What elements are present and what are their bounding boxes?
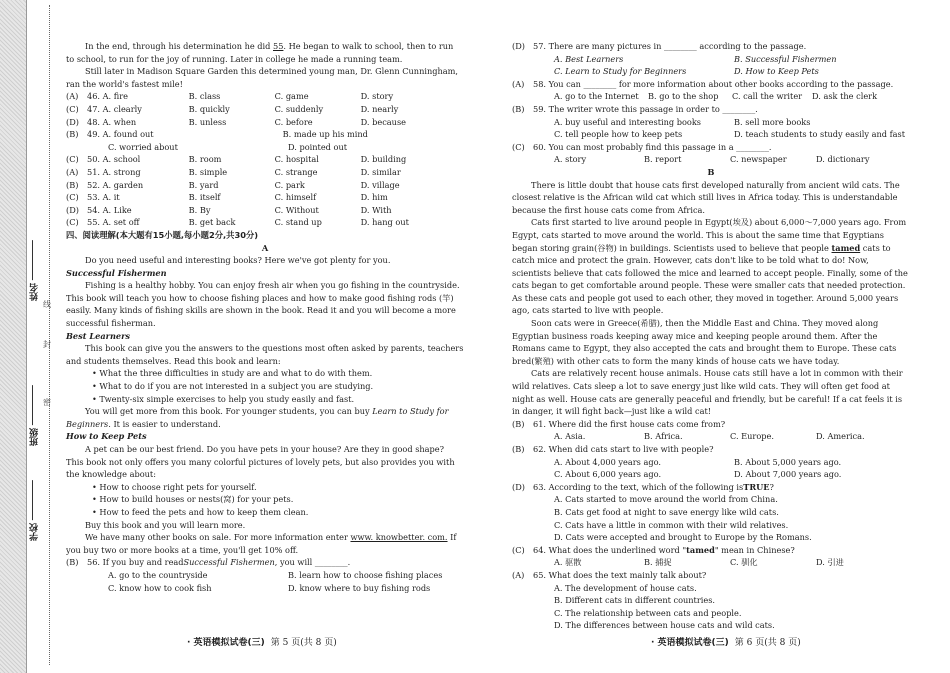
book2-title: Best Learners <box>66 330 131 341</box>
passage-b-p4: Cats are relatively recent house animals. House cats still have a lot in common with their wild relatives. Cats sleep a lot to save energy just like wild cats. They will often get food at night as well. House cats are generally peaceful and friendly, but be careful! If a cat feels it is in danger, it will fight back—just like a wild cat! <box>512 368 903 417</box>
class-field[interactable] <box>28 385 42 446</box>
question-63-opt-b: B. Cats get food at night to save energy like wild cats. <box>554 506 779 517</box>
name-field[interactable] <box>28 240 42 301</box>
cloze-q53: (C) 53 . A. it B. itself C. himself D. him <box>66 192 388 203</box>
cloze-q46: (A) 46 . A. fire B. class C. game D. story <box>66 91 394 102</box>
cloze-q49: (B) 49 . A. found out B. made up his mind <box>66 129 368 140</box>
book3-text: A pet can be our best friend. Do you have pets in your house? Are they in good shape? This book not only offers you many colorful pictures of lovely pets, but also provides you with the knowledge about: <box>66 444 455 480</box>
question-56-opts-2: C. know how to cook fish D. know where to buy fishing rods <box>108 582 431 593</box>
question-59-opts-2: C. tell people how to keep pets D. teach students to study easily and fast <box>554 129 906 140</box>
seal-char-3: 线 <box>43 300 51 309</box>
question-62: (B) 62. When did cats start to live with people? <box>512 444 714 454</box>
book3-bullet-1: • How to choose right pets for yourself. <box>92 481 257 492</box>
school-label: 学校 <box>30 523 40 542</box>
question-56: (B) 56. If you buy and read Successful Fishermen , you will ________. <box>66 557 351 568</box>
book2-more: You will get more from this book. For younger students, you can buy Learn to Study for Beginners. It is easier to understand. <box>66 406 449 429</box>
question-63-opt-d: D. Cats were accepted and brought to Europe by the Romans. <box>554 532 812 543</box>
book2-bullet-3: • Twenty-six simple exercises to help you study easily and fast. <box>92 393 355 404</box>
question-65-opt-a: A. The development of house cats. <box>554 582 697 593</box>
passage-a-intro: Do you need useful and interesting books? Here we've got plenty for you. <box>85 255 391 266</box>
question-65-opt-c: C. The relationship between cats and people. <box>554 607 742 618</box>
binding-margin <box>0 0 27 673</box>
school-field[interactable] <box>28 480 42 541</box>
question-58-opts: A. go to the Internet B. go to the shop C. call the writer D. ask the clerk <box>554 91 878 102</box>
cloze-q50: (C) 50 . A. school B. room C. hospital D. building <box>66 154 407 165</box>
question-61: (B) 61. Where did the first house cats come from? <box>512 418 726 429</box>
cloze-q52: (B) 52 . A. garden B. yard C. park D. village <box>66 179 400 190</box>
question-57-opts-2: C. Learn to Study for Beginners D. How to Keep Pets <box>554 66 819 77</box>
book2-bullet-1: • What the three difficulties in study are and what to do with them. <box>92 368 373 379</box>
book1-title: Successful Fishermen <box>66 267 167 278</box>
question-56-opts-1: A. go to the countryside B. learn how to choose fishing places <box>108 569 443 580</box>
website-link[interactable]: www. knowbetter. com. <box>350 532 448 543</box>
question-59-opts-1: A. buy useful and interesting books B. sell more books <box>554 116 811 127</box>
class-label: 班级 <box>30 428 40 447</box>
tamed-word: tamed <box>831 242 861 253</box>
passage-a-letter: A <box>261 242 269 253</box>
passage-b-p3: Soon cats were in Greece(希腊), then the Middle East and China. They moved along Egyptian business roads keeping away mice and keeping people around them. After the Romans came to Egypt, they also accepted the cats and brought them to Europe. These cats bred(繁殖) with other cats to form the many kinds of house cats we have today. <box>512 318 897 366</box>
question-63: (D) 63. According to the text, which of the following is TRUE ? <box>512 481 774 492</box>
book3-end: Buy this book and you will learn more. <box>85 519 246 530</box>
binding-dotted-line <box>49 5 50 665</box>
cloze-paragraph-end: In the end, through his determination he did 55. He began to walk to school, then to run to school, to run for the joy of running. Later in college he made a running team. <box>66 41 454 64</box>
footer-right: · 英语模拟试卷(三) 第 6 页(共 8 页) <box>651 638 801 648</box>
question-59: (B) 59. The writer wrote this passage in order to ________. <box>512 103 758 114</box>
cloze-q48: (D) 48 . A. when B. unless C. before D. because <box>66 116 406 127</box>
question-64-opts: A. 驱散 B. 捕捉 C. 驯化 D. 引进 <box>554 557 844 568</box>
question-63-opt-a: A. Cats started to move around the world from China. <box>554 494 778 505</box>
book3-title: How to Keep Pets <box>66 431 147 442</box>
seal-char-1: 密 <box>43 398 51 407</box>
cloze-q47: (C) 47 . A. clearly B. quickly C. suddenly D. nearly <box>66 103 399 114</box>
question-61-opts: A. Asia. B. Africa. C. Europe. D. America. <box>554 431 865 442</box>
cloze-q54: (D) 54 . A. Like B. By C. Without D. With <box>66 204 392 215</box>
question-65-opt-d: D. The differences between house cats and wild cats. <box>554 620 775 631</box>
answer-blank-55: 55 <box>273 41 284 51</box>
passage-b-p2: Cats first started to live around people in Egypt(埃及) about 6,000～7,000 years ago. From Egypt, cats started to move around the world. This is about the same time that Egyptians began storing grain(谷物) in buildings. Scientists used to believe that people tamed cats to catch mice and protect the grain. However, cats don't like to be told what to do! Now, scientists believe that cats followed the mice and learned to accept people. Finally, some of the cats began to get comfortable around people. These were smaller cats that needed protection. As these cats and people got used to each other, they moved in together. Around 5,000 years ago, cats started to live with people. <box>512 217 908 316</box>
book3-bullet-2: • How to build houses or nests(窝) for your pets. <box>92 494 294 505</box>
cloze-q51: (A) 51 . A. strong B. simple C. strange D. similar <box>66 166 401 177</box>
question-63-opt-c: C. Cats have a little in common with their wild relatives. <box>554 519 789 530</box>
question-60-opts: A. story B. report C. newspaper D. dictionary <box>554 154 870 165</box>
right-page <box>512 40 910 632</box>
passage-b-p1: There is little doubt that house cats first developed naturally from ancient wild cats. The closest relative is the African wild cat which still lives in Africa today. This is understandable because the first house cats come from Africa. <box>512 179 900 215</box>
book3-bullet-3: • How to feed the pets and how to keep them clean. <box>92 506 309 517</box>
cloze-q55: (C) 55 . A. set off B. get back C. stand up D. hang out <box>66 217 409 228</box>
question-57-opts-1: A. Best Learners B. Successful Fishermen <box>554 53 837 64</box>
more-books: We have many other books on sale. For more information enter www. knowbetter. com. If you buy two or more books at a time, you'll get 10% off. <box>66 532 457 555</box>
seal-char-2: 封 <box>43 340 51 349</box>
left-page <box>66 40 464 594</box>
passage-b-letter: B <box>707 166 715 177</box>
footer-left: · 英语模拟试卷(三) 第 5 页(共 8 页) <box>187 638 337 648</box>
question-57: (D) 57. There are many pictures in ________ according to the passage. <box>512 41 807 51</box>
book2-text: This book can give you the answers to the questions most often asked by parents, teachers and students themselves. Read this book and learn: <box>66 343 464 366</box>
question-64: (C) 64. What does the underlined word " tamed " mean in Chinese? <box>512 544 795 555</box>
book2-more-title: Learn to Study for Beginners <box>66 406 449 429</box>
name-label: 姓名 <box>30 283 40 302</box>
question-62-opts-1: A. About 4,000 years ago. B. About 5,000 years ago. <box>554 456 842 467</box>
question-60: (C) 60. You can most probably find this passage in a ________. <box>512 141 772 152</box>
question-65-opt-b: B. Different cats in different countries. <box>554 595 716 606</box>
book1-text: Fishing is a healthy hobby. You can enjoy fresh air when you go fishing in the countryside. This book will teach you how to choose fishing places and how to make good fishing rods (竿) easily. Many kinds of fishing skills are shown in the book. Read it and you will become a more successful fisherman. <box>66 280 460 329</box>
question-62-opts-2: C. About 6,000 years ago. D. About 7,000 years ago. <box>554 469 842 480</box>
question-65: (A) 65. What does the text mainly talk about? <box>512 569 707 580</box>
book2-bullet-2: • What to do if you are not interested in a subject you are studying. <box>92 381 374 392</box>
section-title: 四、阅读理解(本大题有15小题,每小题2分,共30分) <box>66 229 259 240</box>
question-58: (A) 58. You can ________ for more information about other books according to the passage. <box>512 78 894 89</box>
cloze-q49-line2: C. worried about D. pointed out <box>108 141 348 152</box>
cloze-paragraph-final: Still later in Madison Square Garden this determined young man, Dr. Glenn Cunningham, ran the world's fastest mile! <box>66 66 459 89</box>
